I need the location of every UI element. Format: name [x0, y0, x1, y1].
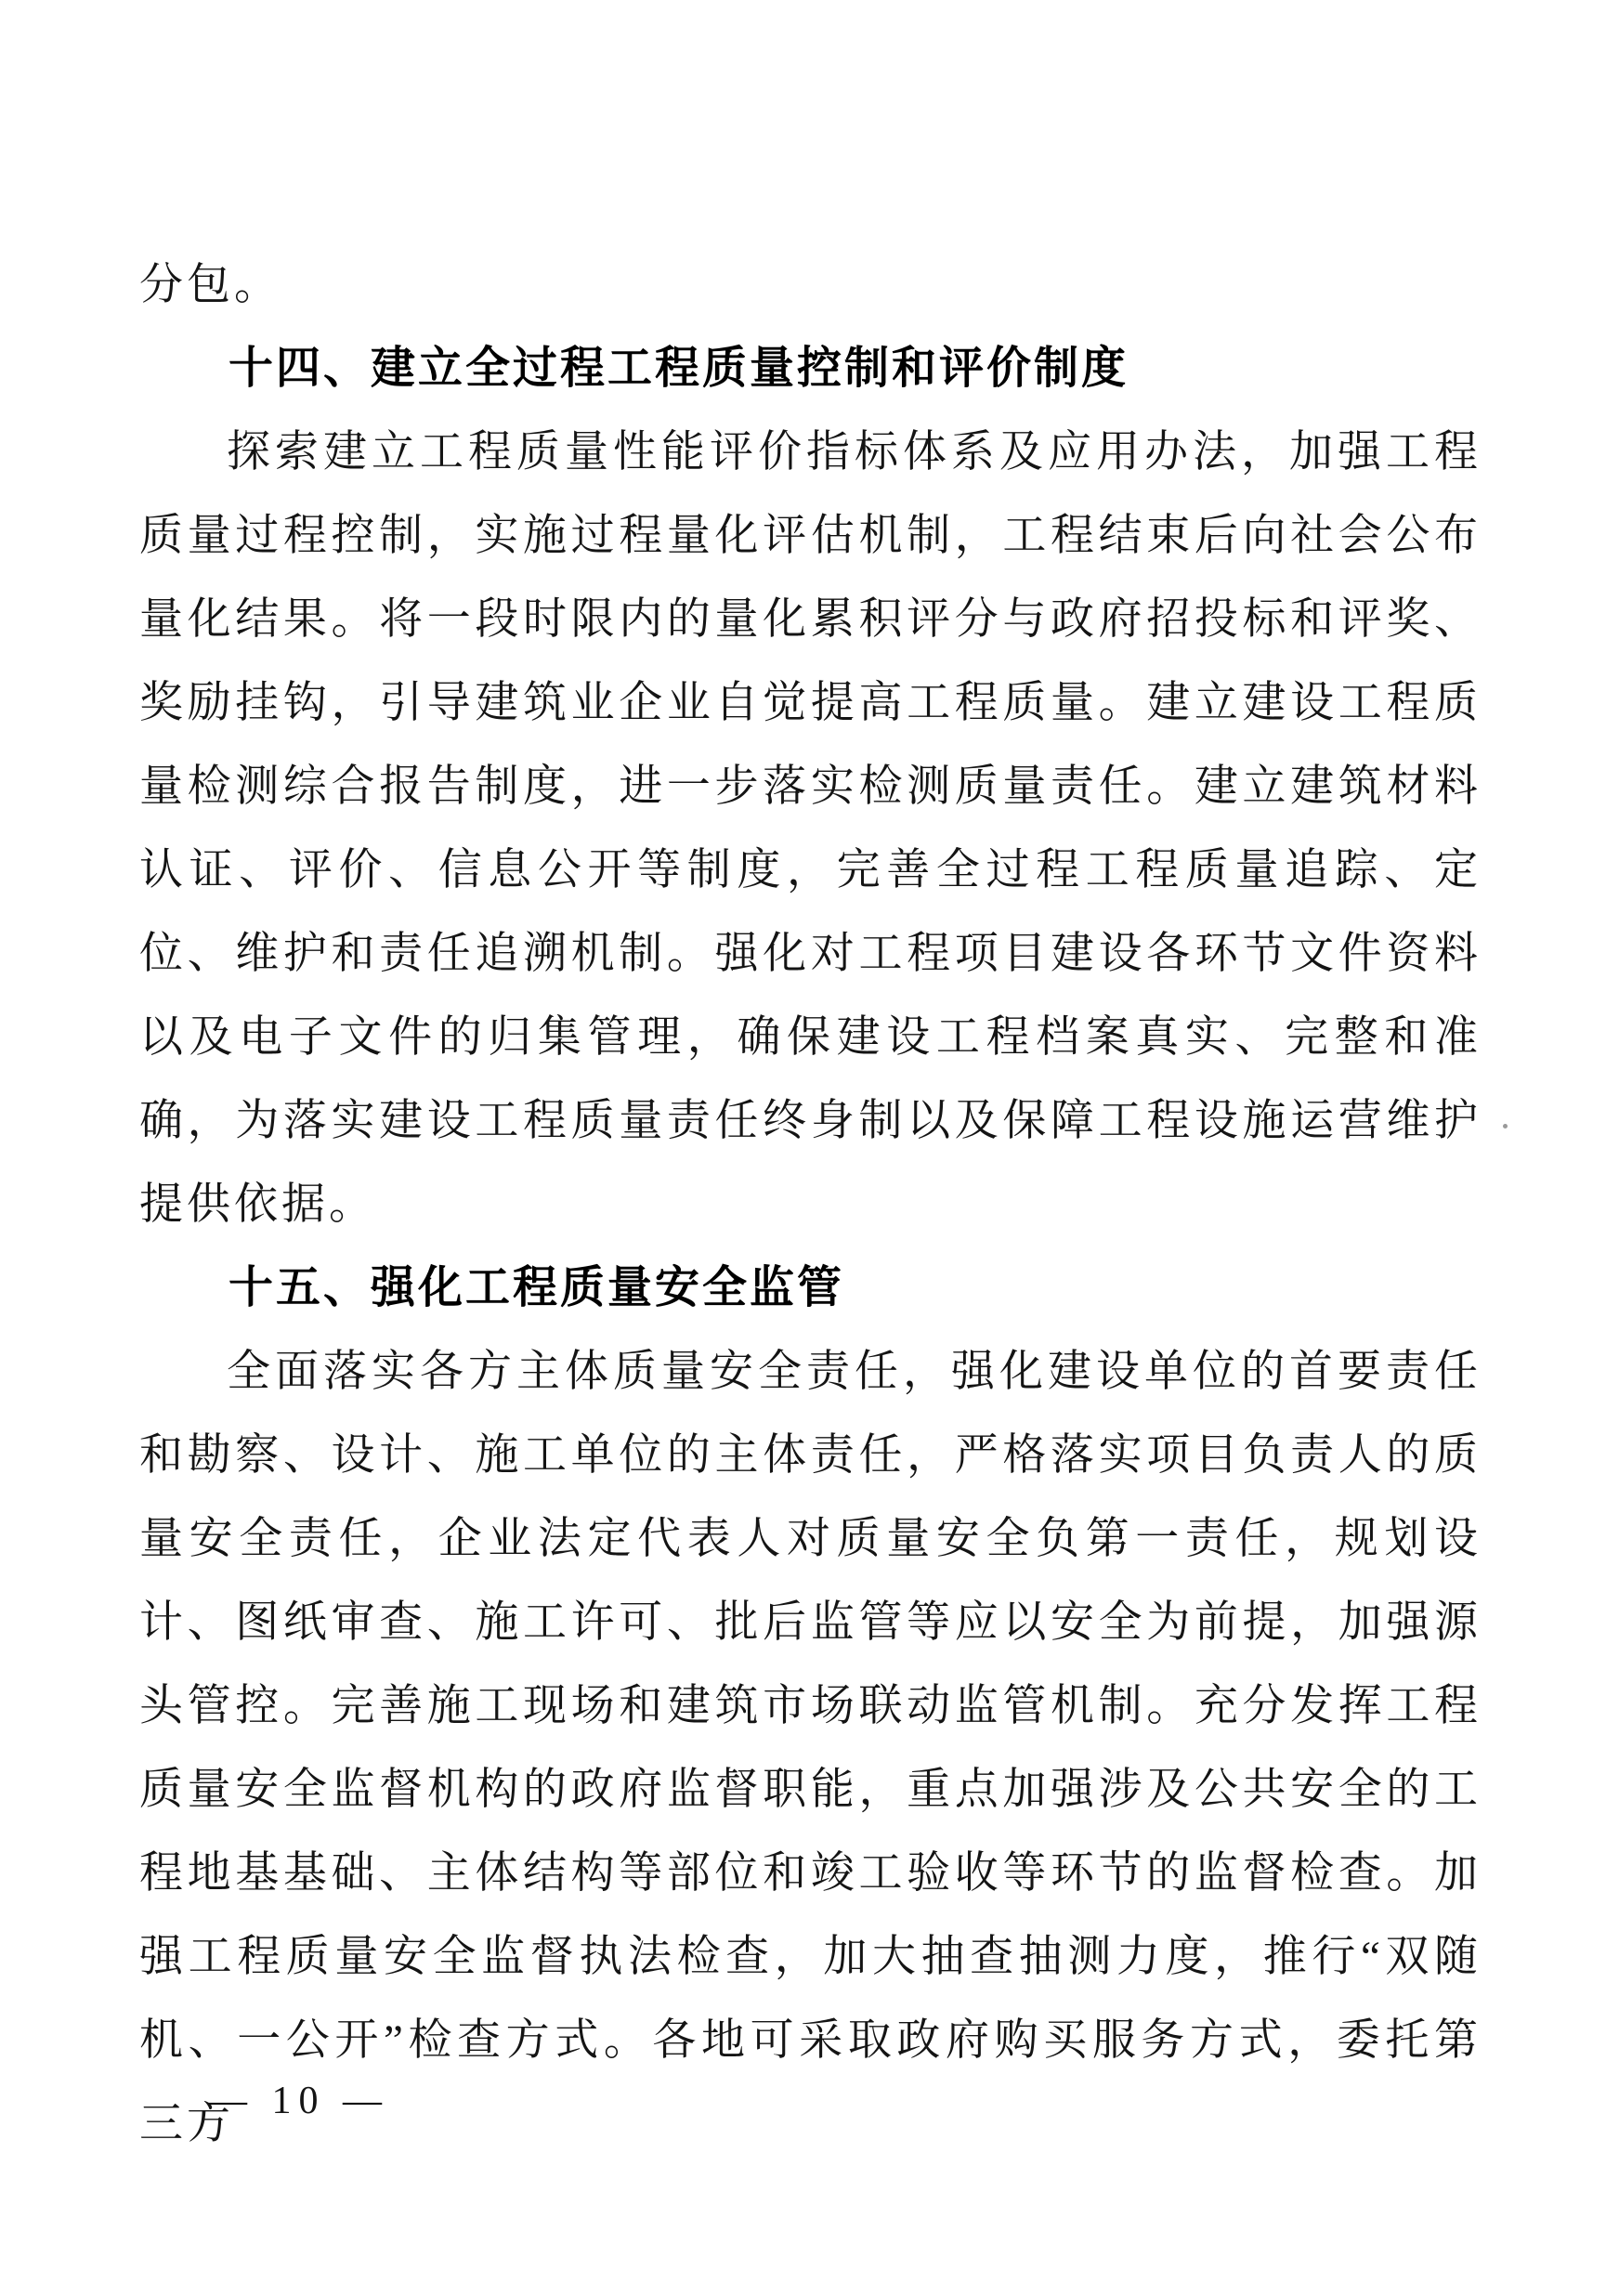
section-heading-15: 十五、强化工程质量安全监管: [228, 1263, 845, 1312]
page-number: — 10 —: [208, 2080, 389, 2122]
section-14-paragraph: 探索建立工程质量性能评价指标体系及应用办法，加强工程质量过程控制，实施过程量化评估机制，工程结束后向社会公布量化结果。将一段时限内的量化累积评分与政府招投标和评奖、奖励挂钩，引导建筑业企业自觉提高工程质量。建立建设工程质量检测综合报告制度，进一步落实检测质量责任。建立建筑材料认证、评价、信息公开等制度，完善全过程工程质量追踪、定位、维护和责任追溯机制。强化对工程项目建设各环节文件资料以及电子文件的归集管理，确保建设工程档案真实、完整和准确，为落实建设工程质量责任终身制以及保障工程设施运营维护提供依据。: [139, 428, 1482, 1229]
section-heading-14: 十四、建立全过程工程质量控制和评价制度: [228, 344, 1129, 393]
paragraph-continuation: 分包。: [139, 261, 281, 309]
section-15-paragraph: 全面落实各方主体质量安全责任，强化建设单位的首要责任和勘察、设计、施工单位的主体责任，严格落实项目负责人的质量安全责任，企业法定代表人对质量安全负第一责任，规划设计、图纸审查、施工许可、批后监管等应以安全为前提，加强源头管控。完善施工现场和建筑市场联动监管机制。充分发挥工程质量安全监督机构的政府监督职能，重点加强涉及公共安全的工程地基基础、主体结构等部位和竣工验收等环节的监督检查。加强工程质量安全监督执法检查，加大抽查抽测力度，推行“双随机、一公开”检查方式。各地可采取政府购买服务方式，委托第三方: [139, 1348, 1482, 2148]
scan-artifact-dot: [1503, 1124, 1508, 1128]
page-content: [139, 243, 1482, 2166]
